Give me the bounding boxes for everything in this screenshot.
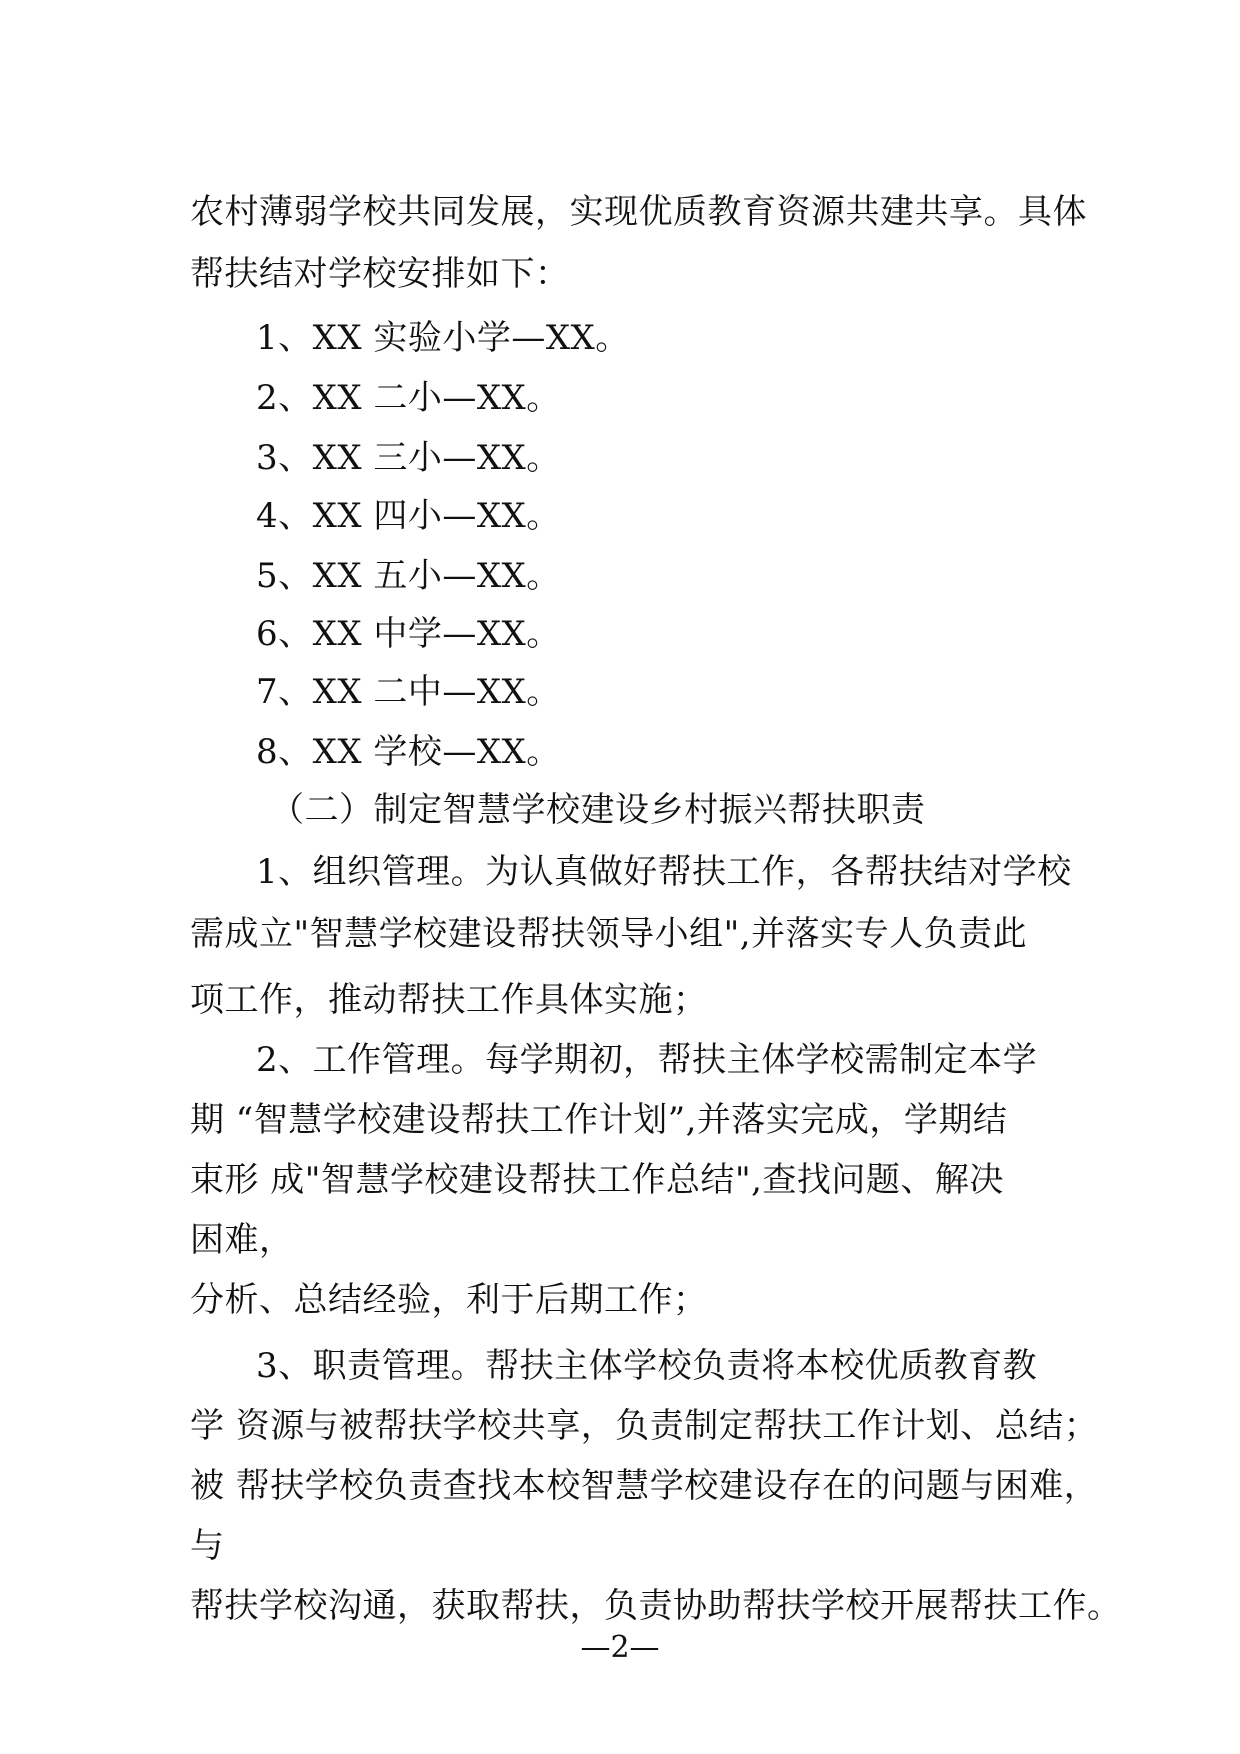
- list-item: 1、XX 实验小学—XX。: [256, 318, 630, 358]
- body-line: 帮扶结对学校安排如下：: [190, 254, 570, 294]
- body-line: 困难，: [190, 1220, 294, 1260]
- body-line: 农村薄弱学校共同发展，实现优质教育资源共建共享。具体: [190, 192, 1087, 232]
- body-line: 帮扶学校沟通，获取帮扶，负责协助帮扶学校开展帮扶工作。: [190, 1586, 1122, 1626]
- body-line: 2、工作管理。每学期初，帮扶主体学校需制定本学: [256, 1040, 1038, 1080]
- list-item: 5、XX 五小—XX。: [256, 556, 561, 596]
- list-item: 8、XX 学校—XX。: [256, 732, 561, 772]
- body-line: 需成立"智慧学校建设帮扶领导小组",并落实专人负责此: [190, 914, 1028, 954]
- body-line: 学 资源与被帮扶学校共享，负责制定帮扶工作计划、总结；: [190, 1406, 1099, 1446]
- body-line: 分析、总结经验，利于后期工作；: [190, 1280, 708, 1320]
- body-line: 3、职责管理。帮扶主体学校负责将本校优质教育教: [256, 1346, 1038, 1386]
- list-item: 2、XX 二小—XX。: [256, 378, 561, 418]
- body-line: 1、组织管理。为认真做好帮扶工作，各帮扶结对学校: [256, 852, 1072, 892]
- body-line: 项工作，推动帮扶工作具体实施；: [190, 980, 708, 1020]
- section-heading: （二）制定智慧学校建设乡村振兴帮扶职责: [270, 790, 926, 830]
- list-item: 7、XX 二中—XX。: [256, 672, 561, 712]
- list-item: 6、XX 中学—XX。: [256, 614, 561, 654]
- list-item: 3、XX 三小—XX。: [256, 438, 561, 478]
- list-item: 4、XX 四小—XX。: [256, 496, 561, 536]
- body-line: 与: [190, 1526, 225, 1566]
- body-line: 束形 成"智慧学校建设帮扶工作总结",查找问题、解决: [190, 1160, 1004, 1200]
- body-line: 期 “智慧学校建设帮扶工作计划”,并落实完成，学期结: [190, 1100, 1008, 1140]
- page-number: —2—: [580, 1630, 660, 1665]
- body-line: 被 帮扶学校负责查找本校智慧学校建设存在的问题与困难，: [190, 1466, 1099, 1506]
